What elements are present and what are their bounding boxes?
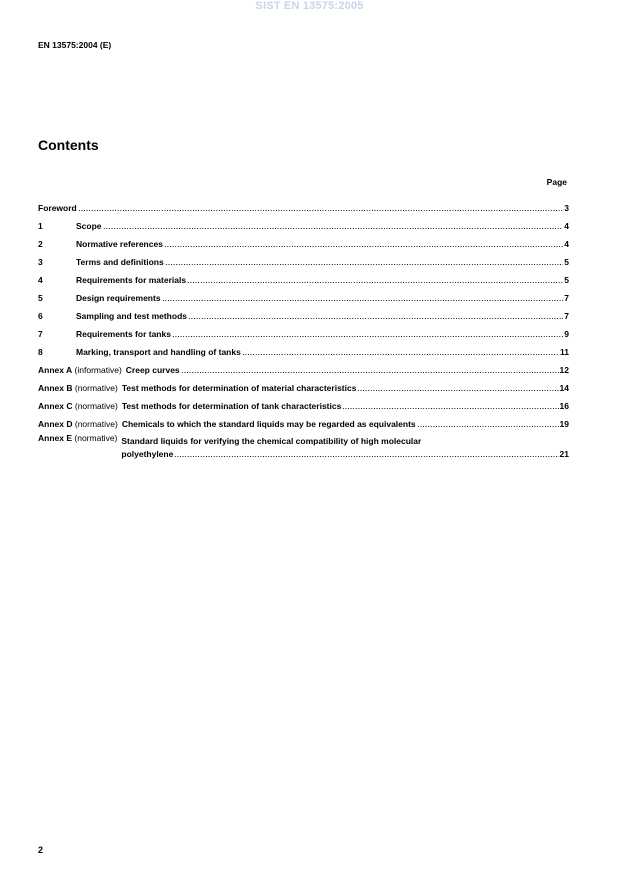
toc-entry-page: 11	[560, 347, 569, 357]
document-id: EN 13575:2004 (E)	[38, 40, 112, 50]
toc-entry-title-line2: polyethylene	[121, 449, 174, 459]
toc-entry-page: 19	[559, 419, 569, 429]
annex-label: Annex C	[38, 401, 73, 411]
annex-type: (normative)	[74, 383, 118, 393]
dot-leader	[162, 300, 564, 301]
annex-type: (normative)	[74, 401, 118, 411]
annex-label-group	[38, 429, 121, 443]
toc-entry-number: 2	[38, 239, 43, 249]
toc-entry-title: Normative references	[76, 239, 163, 249]
dot-leader	[357, 390, 558, 391]
annex-label-group	[38, 365, 126, 375]
toc-entry-section-5[interactable]	[38, 285, 569, 303]
toc-entry-number: 1	[38, 221, 43, 231]
toc-entry-title: Requirements for materials	[76, 275, 187, 285]
toc-entry-page: 16	[559, 401, 569, 411]
dot-leader	[103, 228, 564, 229]
toc-entry-title-block	[121, 432, 569, 459]
toc-entry-number: 7	[38, 329, 43, 339]
annex-label: Annex B	[38, 383, 73, 393]
toc-entry-section-7[interactable]	[38, 321, 569, 339]
annex-type: (informative)	[74, 365, 122, 375]
toc-entry-number: 6	[38, 311, 43, 321]
dot-leader	[342, 408, 558, 409]
page-column-header: Page	[546, 177, 567, 187]
dot-leader	[165, 264, 564, 265]
toc-entry-title: Scope	[76, 221, 102, 231]
toc-entry-title: Marking, transport and handling of tanks	[76, 347, 241, 357]
toc-entry-section-2[interactable]	[38, 231, 569, 249]
toc-entry-title: Test methods for determination of material characteristics	[121, 383, 357, 393]
toc-entry-title: Design requirements	[76, 293, 161, 303]
toc-entry-page: 4	[564, 221, 569, 231]
toc-entry-page: 12	[559, 365, 569, 375]
dot-leader	[172, 336, 563, 337]
annex-label: Annex D	[38, 419, 73, 429]
annex-label-group	[38, 419, 122, 429]
toc-entry-number: 8	[38, 347, 43, 357]
annex-label: Annex E	[38, 433, 73, 443]
toc-entry-page: 5	[564, 257, 569, 267]
toc-entry-page: 3	[564, 203, 569, 213]
table-of-contents	[38, 195, 569, 459]
toc-entry-annex-b[interactable]	[38, 375, 569, 393]
toc-entry-page: 7	[564, 293, 569, 303]
annex-label-group	[38, 401, 122, 411]
toc-entry-section-6[interactable]	[38, 303, 569, 321]
dot-leader	[164, 246, 563, 247]
toc-entry-page: 7	[564, 311, 569, 321]
dot-leader	[187, 282, 563, 283]
toc-entry-annex-d[interactable]	[38, 411, 569, 429]
toc-entry-page: 9	[564, 329, 569, 339]
toc-entry-title-line1: Standard liquids for verifying the chemical compatibility of high molecular	[121, 436, 422, 446]
annex-label: Annex A	[38, 365, 73, 375]
toc-entry-number: 3	[38, 257, 43, 267]
toc-entry-title: Foreword	[38, 203, 77, 213]
page-number: 2	[38, 845, 44, 855]
dot-leader	[188, 318, 563, 319]
toc-entry-page: 21	[559, 449, 569, 459]
toc-entry-annex-a[interactable]	[38, 357, 569, 375]
toc-entry-title: Terms and definitions	[76, 257, 164, 267]
toc-entry-page: 14	[559, 383, 569, 393]
dot-leader	[78, 210, 564, 211]
dot-leader	[417, 426, 559, 427]
toc-entry-number: 5	[38, 293, 43, 303]
toc-entry-title: Requirements for tanks	[76, 329, 171, 339]
dot-leader	[242, 354, 559, 355]
annex-type: (normative)	[74, 433, 118, 443]
watermark: SIST EN 13575:2005	[255, 0, 364, 12]
toc-entry-foreword[interactable]	[38, 195, 569, 213]
toc-entry-section-1[interactable]	[38, 213, 569, 231]
toc-entry-title: Test methods for determination of tank characteristics	[121, 401, 342, 411]
toc-entry-page: 5	[564, 275, 569, 285]
toc-entry-title: Creep curves	[125, 365, 180, 375]
toc-entry-number: 4	[38, 275, 43, 285]
toc-entry-title-line2-row	[121, 449, 569, 459]
contents-heading: Contents	[38, 137, 99, 153]
toc-entry-page: 4	[564, 239, 569, 249]
dot-leader	[181, 372, 559, 373]
toc-entry-annex-c[interactable]	[38, 393, 569, 411]
annex-type: (normative)	[74, 419, 118, 429]
dot-leader	[174, 456, 558, 457]
toc-entry-section-4[interactable]	[38, 267, 569, 285]
toc-entry-section-3[interactable]	[38, 249, 569, 267]
toc-entry-section-8[interactable]	[38, 339, 569, 357]
toc-entry-title: Sampling and test methods	[76, 311, 187, 321]
toc-entry-annex-e[interactable]	[38, 429, 569, 459]
annex-label-group	[38, 383, 122, 393]
toc-entry-title: Chemicals to which the standard liquids may be regarded as equivalents	[121, 419, 416, 429]
